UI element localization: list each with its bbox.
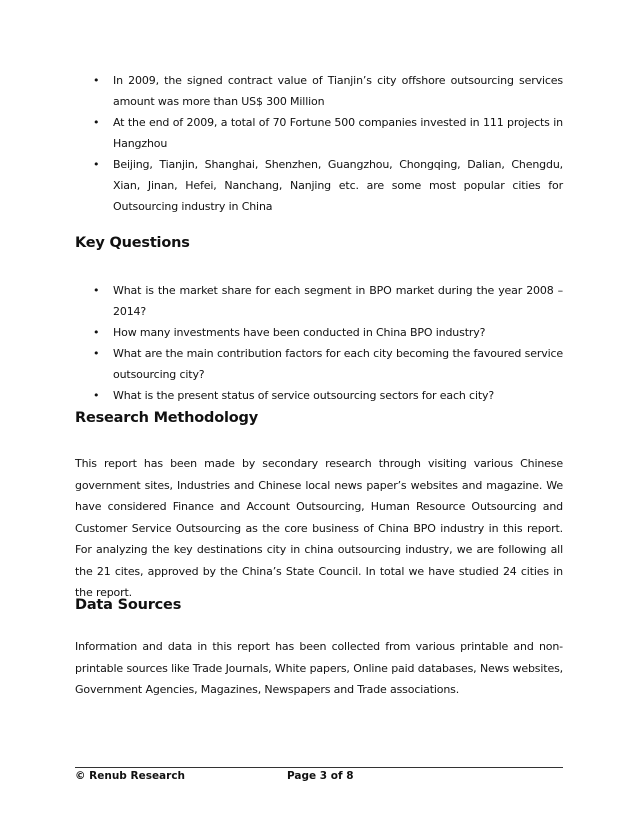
data-sources-paragraph: Information and data in this report has been collected from various printable and non-printable sources like Trade Journals, White papers, Online paid databases, News websites, Government Agencies, Magazines, Newspapers and Trade associations. (75, 640, 563, 696)
list-item: • What is the present status of service outsourcing sectors for each city? (93, 385, 563, 406)
footer-divider (75, 767, 563, 768)
research-methodology-heading: Research Methodology (75, 410, 258, 426)
bullet-icon: • (93, 74, 100, 87)
bullet-icon: • (93, 116, 100, 129)
bullet-icon: • (93, 347, 100, 360)
list-item: • How many investments have been conducted in China BPO industry? (93, 322, 563, 343)
list-item: • In 2009, the signed contract value of Tianjin’s city offshore outsourcing services amount was more than US$ 300 Million (93, 70, 563, 112)
bullet-icon: • (93, 326, 100, 339)
data-sources-heading: Data Sources (75, 597, 182, 613)
key-questions-heading: Key Questions (75, 235, 190, 251)
list-item: • At the end of 2009, a total of 70 Fortune 500 companies invested in 111 projects in Hangzhou (93, 112, 563, 154)
key-questions-list (93, 280, 563, 406)
list-item: • What is the market share for each segment in BPO market during the year 2008 – 2014? (93, 280, 563, 322)
bullet-icon: • (93, 284, 100, 297)
list-item: • What are the main contribution factors for each city becoming the favoured service outsourcing city? (93, 343, 563, 385)
research-methodology-paragraph: This report has been made by secondary research through visiting various Chinese government sites, Industries and Chinese local news paper’s websites and magazine. We have considered Finance and Account Outsourcing, Human Resource Outsourcing and Customer Service Outsourcing as the core business of China BPO industry in this report. For analyzing the key destinations city in china outsourcing industry, we are following all the 21 cites, approved by the China’s State Council. In total we have studied 24 cities in the report. (75, 457, 563, 599)
bullet-icon: • (93, 158, 100, 171)
footer-copyright: © Renub Research (75, 770, 186, 782)
bullet-icon: • (93, 389, 100, 402)
top-bullet-list (93, 70, 563, 217)
footer-page-number: Page 3 of 8 (287, 770, 354, 782)
list-item: • Beijing, Tianjin, Shanghai, Shenzhen, Guangzhou, Chongqing, Dalian, Chengdu, Xian, Jinan, Hefei, Nanchang, Nanjing etc. are some most popular cities for Outsourcing industry in China (93, 154, 563, 217)
